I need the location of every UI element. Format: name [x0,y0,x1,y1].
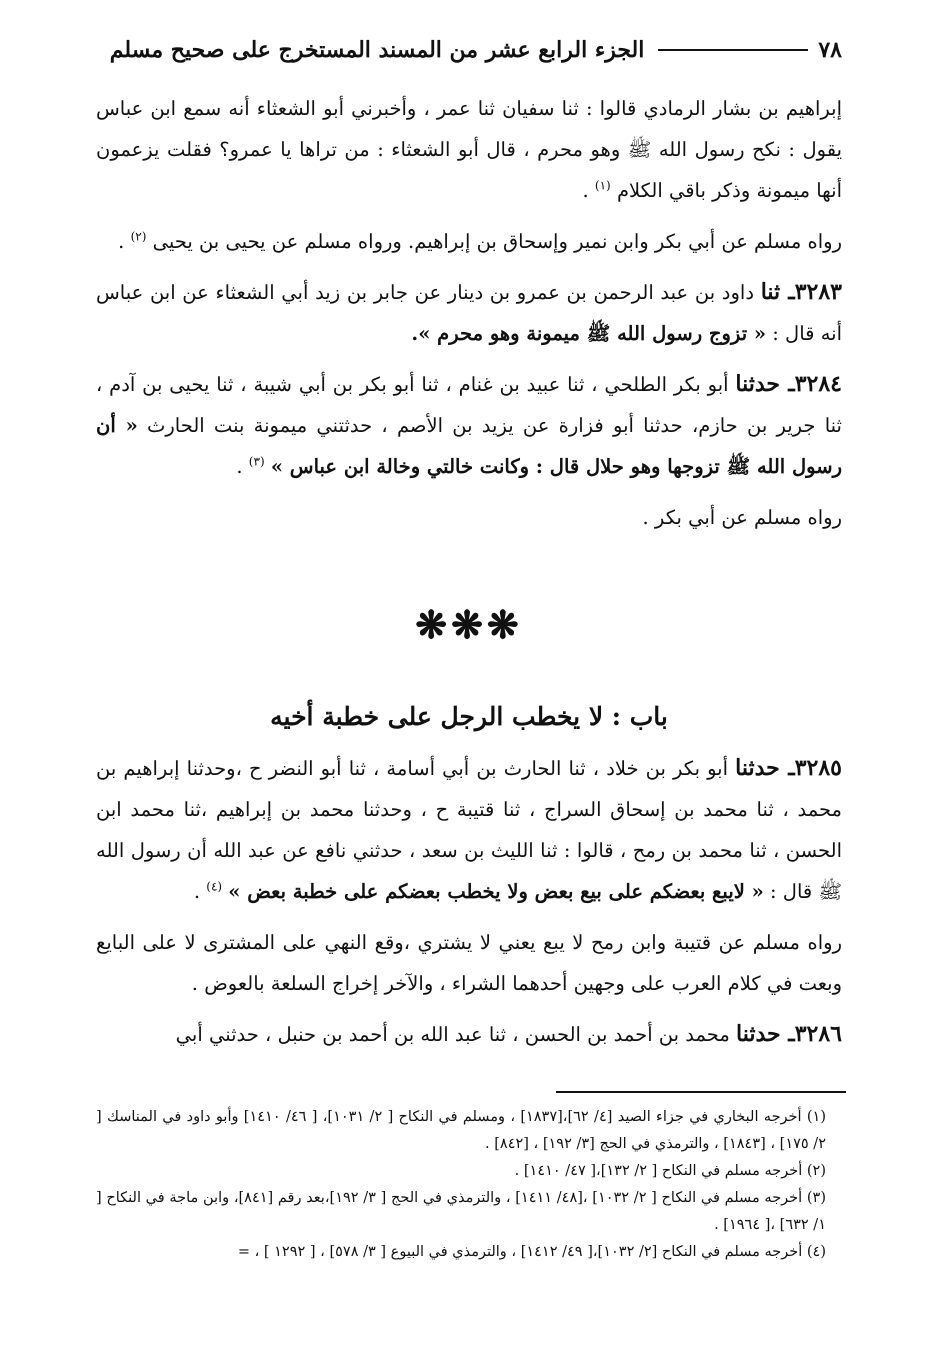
hadith-number: ٣٢٨٦ـ حدثنا [736,1021,842,1047]
hadith-3286: ٣٢٨٦ـ حدثنا محمد بن أحمد بن الحسن ، ثنا عبد الله بن أحمد بن حنبل ، حدثني أبي [175,1021,842,1047]
hadith-text: « لايبع بعضكم على بيع بعض ولا يخطب بعضكم على خطبة بعض » [228,880,764,903]
footnote-3: (٣) أخرجه مسلم في النكاح [ ٢/ ١٠٣٢] ،[٤٨/ ١٤١١] ، والترمذي في الحج [ ٣/ ١٩٢]،بعد رقم [٨٤١]، وابن ماجة في النكاح [ ١/ ٦٣٢] ،[ ١٩٦٤] . [96,1190,826,1233]
footnote-4: (٤) أخرجه مسلم في النكاح [٢/ ١٠٣٢]،[ ٤٩/ ١٤١٢] ، والترمذي في البيوع [ ٣/ ٥٧٨] ، [ ١٢٩٢ ] ، = [237,1244,826,1260]
footnote-2: (٢) أخرجه مسلم في النكاح [ ٢/ ١٣٢]،[ ٤٧/ ١٤١٠] . [514,1163,826,1179]
header-rule [658,49,808,51]
section-separator: ❋❋❋ [415,602,523,647]
paragraph-2: رواه مسلم عن أبي بكر وابن نمير وإسحاق بن إبراهيم. ورواه مسلم عن يحيى بن يحيى $^{(٢)}$ . [118,229,842,253]
hadith-number: ٣٢٨٤ـ حدثنا [735,371,842,397]
paragraph-7: رواه مسلم عن قتيبة وابن رمح لا يبع يعني لا يشتري ،وقع النهي على المشترى لا على البايع وبعت في كلام العرب على وجهين أحدهما الشراء ، والآخر إخراج السلعة بالعوض . [96,931,842,995]
running-title: الجزء الرابع عشر من المسند المستخرج على صحيح مسلم [109,37,645,63]
hadith-text: « تزوج رسول الله ﷺ ميمونة وهو محرم ». [411,322,767,345]
hadith-number: ٣٢٨٥ـ حدثنا [735,755,842,781]
page [96,30,842,1055]
paragraph-1: إبراهيم بن بشار الرمادي قالوا : ثنا سفيان ثنا عمر ، وأخبرني أبو الشعثاء أنه سمع ابن عباس يقول : نكح رسول الله ﷺ وهو محرم ، قال أبو الشعثاء : من تراها يا عمرو؟ فقلت يزعمون أنها ميمونة وذكر باقي الكلام $^{(١)}$ . [96,97,842,202]
hadith-3283: ٣٢٨٣ـ ثنا داود بن عبد الرحمن بن عمرو بن دينار عن جابر بن زيد أبي الشعثاء عن ابن عباس أنه قال : « تزوج رسول الله ﷺ ميمونة وهو محرم ». [96,279,842,345]
footnote-divider [556,1091,846,1093]
footnotes [96,1104,826,1266]
footnote-ref-4: (٤) [206,879,223,894]
page-header [96,30,842,70]
footnote-1: (١) أخرجه البخاري في جزاء الصيد [٤/ ٦٢]،[١٨٣٧] ، ومسلم في النكاح [ ٢/ ١٠٣١]، [ ٤٦/ ١٤١٠] وأبو داود في المناسك [ ٢/ ١٧٥] ، [١٨٤٣] ، والترمذي في الحج [٣/ ١٩٢] ، [٨٤٢] . [96,1109,826,1152]
page-number: ٧٨ [818,37,842,63]
footnote-ref-3: (٣) [248,454,265,469]
hadith-text: « أن رسول الله ﷺ تزوجها وهو حلال قال : وكانت خالتي وخالة ابن عباس » [96,414,842,478]
chapter-title: باب : لا يخطب الرجل على خطبة أخيه [270,702,668,731]
hadith-3285: ٣٢٨٥ـ حدثنا أبو بكر بن خلاد ، ثنا الحارث بن أبي أسامة ، ثنا أبو النضر ح ،وحدثنا إبراهيم بن محمد ، ثنا محمد بن إسحاق السراج ، ثنا قتيبة ح ، وحدثنا محمد بن إبراهيم ،ثنا محمد ابن الحسن ، ثنا محمد بن رمح ، قالوا : ثنا الليث بن سعد ، حدثني نافع عن عبد الله أن رسول الله ﷺ قال : « لايبع بعضكم على بيع بعض ولا يخطب بعضكم على خطبة بعض » $^{(٤)}$ . [96,755,842,903]
hadith-number: ٣٢٨٣ـ ثنا [760,279,842,305]
hadith-3284: ٣٢٨٤ـ حدثنا أبو بكر الطلحي ، ثنا عبيد بن غنام ، ثنا أبو بكر بن أبي شيبة ، ثنا يحيى بن آدم ، ثنا جرير بن حازم، حدثنا أبو فزارة عن يزيد بن الأصم ، حدثتني ميمونة بنت الحارث « أن رسول الله ﷺ تزوجها وهو حلال قال : وكانت خالتي وخالة ابن عباس » $^{(٣)}$ . [96,371,842,478]
footnote-ref-1: (١) [594,178,611,193]
footnote-ref-2: (٢) [130,229,147,244]
paragraph-5: رواه مسلم عن أبي بكر . [642,506,842,529]
